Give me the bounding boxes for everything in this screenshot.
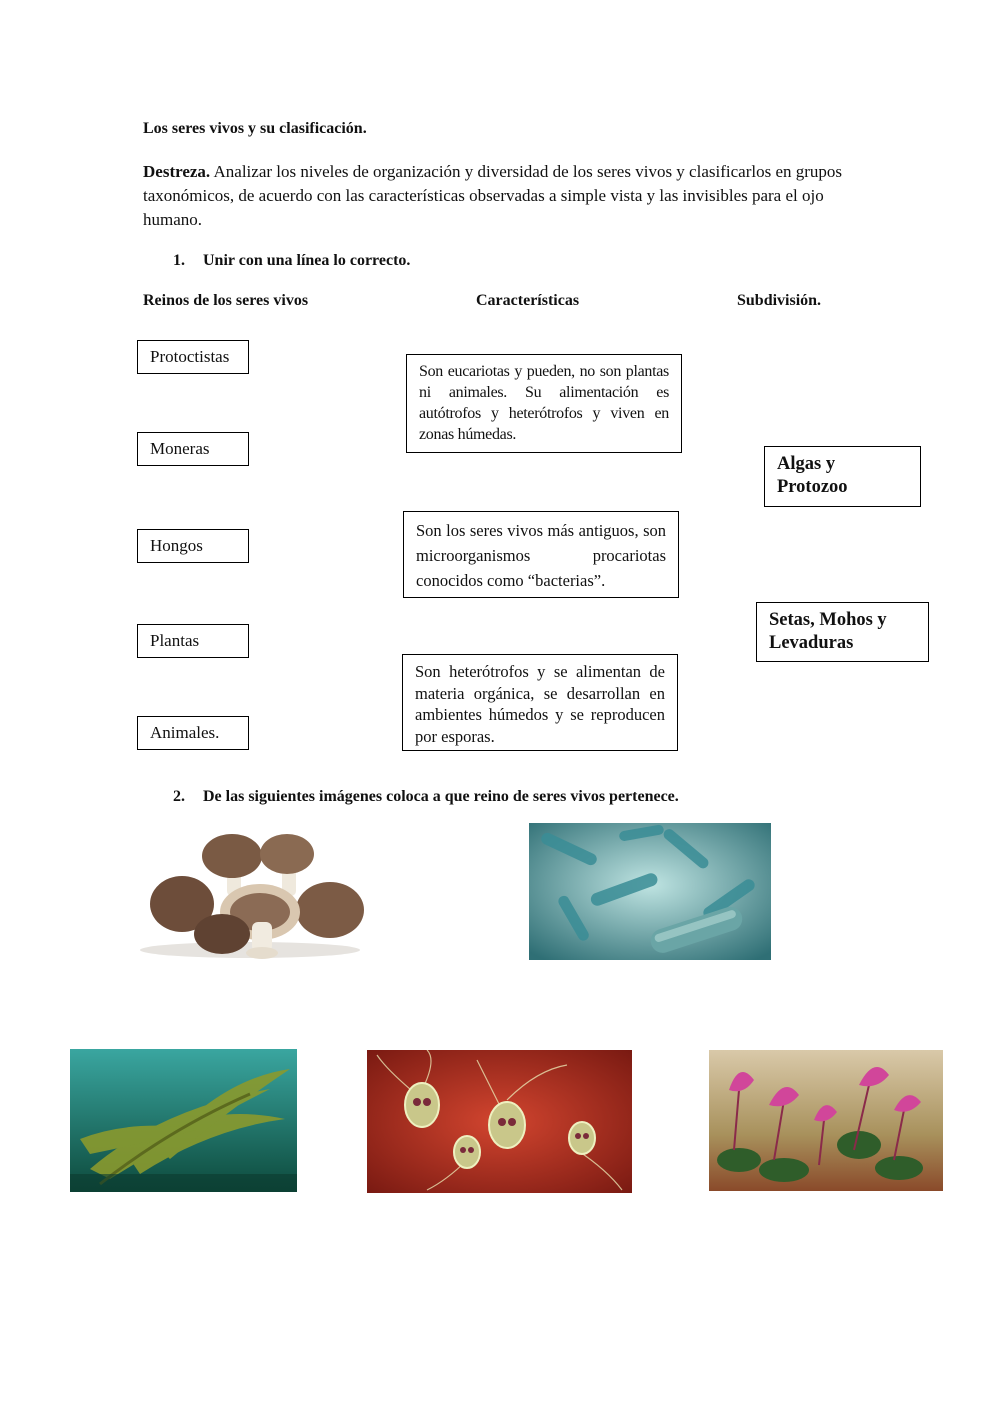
seaweed-image <box>70 1049 297 1192</box>
protozoa-image <box>367 1050 632 1193</box>
question-1 <box>173 252 410 270</box>
bacteria-image <box>529 823 771 960</box>
characteristic-box-2[interactable]: Son los seres vivos más antiguos, son microorganismos procariotas conocidos como “bacterias”. <box>403 511 679 598</box>
kingdom-box-plantas[interactable]: Plantas <box>137 624 249 658</box>
destreza-label: Destreza. <box>143 162 211 181</box>
question-2-text: De las siguientes imágenes coloca a que reino de seres vivos pertenece. <box>203 788 679 805</box>
kingdom-box-protoctistas[interactable]: Protoctistas <box>137 340 249 374</box>
column-header-kingdoms: Reinos de los seres vivos <box>143 292 309 309</box>
characteristic-box-1[interactable]: Son eucariotas y pueden, no son plantas ni animales. Su alimentación es autótrofos y heterótrofos y viven en zonas húmedas. <box>406 354 682 453</box>
flowers-image <box>709 1050 943 1191</box>
question-1-text: Unir con una línea lo correcto. <box>203 252 411 269</box>
destreza-text: Analizar los niveles de organización y diversidad de los seres vivos y clasificarlos en grupos taxonómicos, de acuerdo con las características observadas a simple vista y las invisibles para el ojo humano. <box>143 162 843 229</box>
kingdom-box-moneras[interactable]: Moneras <box>137 432 249 466</box>
kingdom-box-animales[interactable]: Animales. <box>137 716 249 750</box>
column-header-subdivision: Subdivisión. <box>737 292 822 309</box>
subdivision-box-setas[interactable]: Setas, Mohos y Levaduras <box>756 602 929 662</box>
question-2 <box>173 788 679 806</box>
question-2-number: 2. <box>173 788 185 805</box>
destreza-paragraph <box>143 160 863 232</box>
worksheet-title: Los seres vivos y su clasificación. <box>143 120 367 137</box>
kingdom-box-hongos[interactable]: Hongos <box>137 529 249 563</box>
characteristic-box-3[interactable]: Son heterótrofos y se alimentan de materia orgánica, se desarrollan en ambientes húmedos y se reproducen por esporas. <box>402 654 678 751</box>
column-header-characteristics: Características <box>476 292 580 309</box>
question-1-number: 1. <box>173 252 185 269</box>
mushrooms-image <box>132 826 368 960</box>
subdivision-box-algas[interactable]: Algas y Protozoo <box>764 446 921 507</box>
